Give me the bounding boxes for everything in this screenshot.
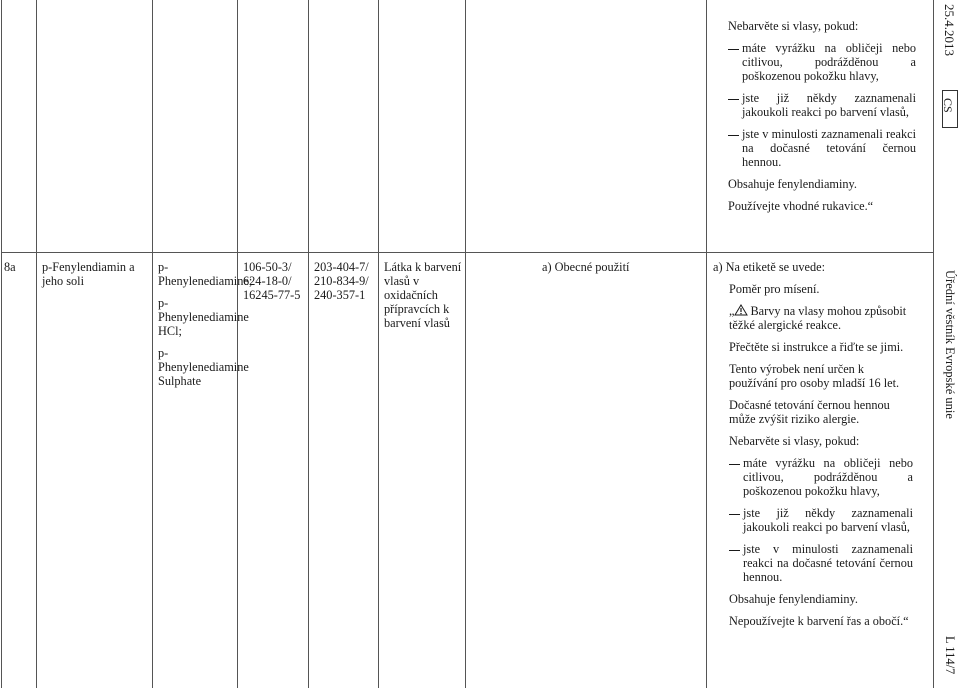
ref-number: 8a [4, 260, 16, 274]
ec-numbers: 203-404-7/ 210-834-9/ 240-357-1 [314, 260, 369, 302]
row-separator [1, 252, 933, 253]
row-bullet-1: máte vyrážku na obličeji nebo citlivou, podrážděnou a poškozenou pokožku hlavy, [729, 456, 913, 498]
col-divider-7 [706, 0, 707, 688]
language-code: CS [941, 98, 955, 113]
col-divider-6 [465, 0, 466, 688]
product-function: Látka k barvení vlasů v oxidačních přípravcích k barvení vlasů [384, 260, 462, 330]
row-contains: Obsahuje fenylendiaminy. [729, 592, 858, 606]
top-gloves: Používejte vhodné rukavice.“ [728, 199, 874, 213]
table-border-right [933, 0, 934, 688]
warning-line: „ Barvy na vlasy mohou způsobit těžké alergické reakce. [729, 304, 907, 332]
cas-numbers: 106-50-3/ 624-18-0/ 16245-77-5 [243, 260, 301, 302]
top-bullet-3: jste v minulosti zaznamenali reakci na dočasné tetování černou hennou. [728, 127, 916, 169]
inci-name-2: p-Phenylenediamine HCl; [158, 296, 249, 338]
top-bullet-2: jste již někdy zaznamenali jakoukoli reakci po barvení vlasů, [728, 91, 916, 119]
label-head: a) Na etiketě se uvede: [713, 260, 825, 274]
top-right-block [728, 19, 916, 221]
col-divider-3 [237, 0, 238, 688]
warning-triangle-icon [734, 304, 748, 316]
col-divider-4 [308, 0, 309, 688]
brows-warning: Nepoužívejte k barvení řas a obočí.“ [729, 614, 909, 628]
top-intro: Nebarvěte si vlasy, pokud: [728, 19, 859, 33]
label-conditions [713, 260, 913, 636]
inci-name-1: p-Phenylenediamine; [158, 260, 253, 288]
col-divider-1 [36, 0, 37, 688]
age-restriction: Tento výrobek není určen k používání pro osoby mladší 16 let. [729, 362, 900, 390]
page-number: L 114/7 [943, 636, 957, 675]
mixing-ratio: Poměr pro mísení. [729, 282, 820, 296]
read-instructions: Přečtěte si instrukce a řiďte se jimi. [729, 340, 904, 354]
field-of-use: a) Obecné použití [542, 260, 630, 274]
col-divider-5 [378, 0, 379, 688]
row-bullet-3: jste v minulosti zaznamenali reakci na dočasné tetování černou hennou. [729, 542, 913, 584]
publication-date: 25.4.2013 [942, 4, 957, 56]
row-intro: Nebarvěte si vlasy, pokud: [729, 434, 860, 448]
col-divider-2 [152, 0, 153, 688]
row-bullet-2: jste již někdy zaznamenali jakoukoli reakci po barvení vlasů, [729, 506, 913, 534]
inci-name-3: p-Phenylenediamine Sulphate [158, 346, 249, 388]
journal-title: Úřední věstník Evropské unie [943, 270, 957, 419]
substance-name: p-Fenylendiamin a jeho soli [42, 260, 135, 288]
top-contains: Obsahuje fenylendiaminy. [728, 177, 857, 191]
tattoo-warning: Dočasné tetování černou hennou může zvýšit riziko alergie. [729, 398, 890, 426]
label-body [713, 282, 913, 628]
inci-names [158, 260, 253, 396]
top-bullet-1: máte vyrážku na obličeji nebo citlivou, podrážděnou a poškozenou pokožku hlavy, [728, 41, 916, 83]
table-border-left [1, 0, 2, 688]
